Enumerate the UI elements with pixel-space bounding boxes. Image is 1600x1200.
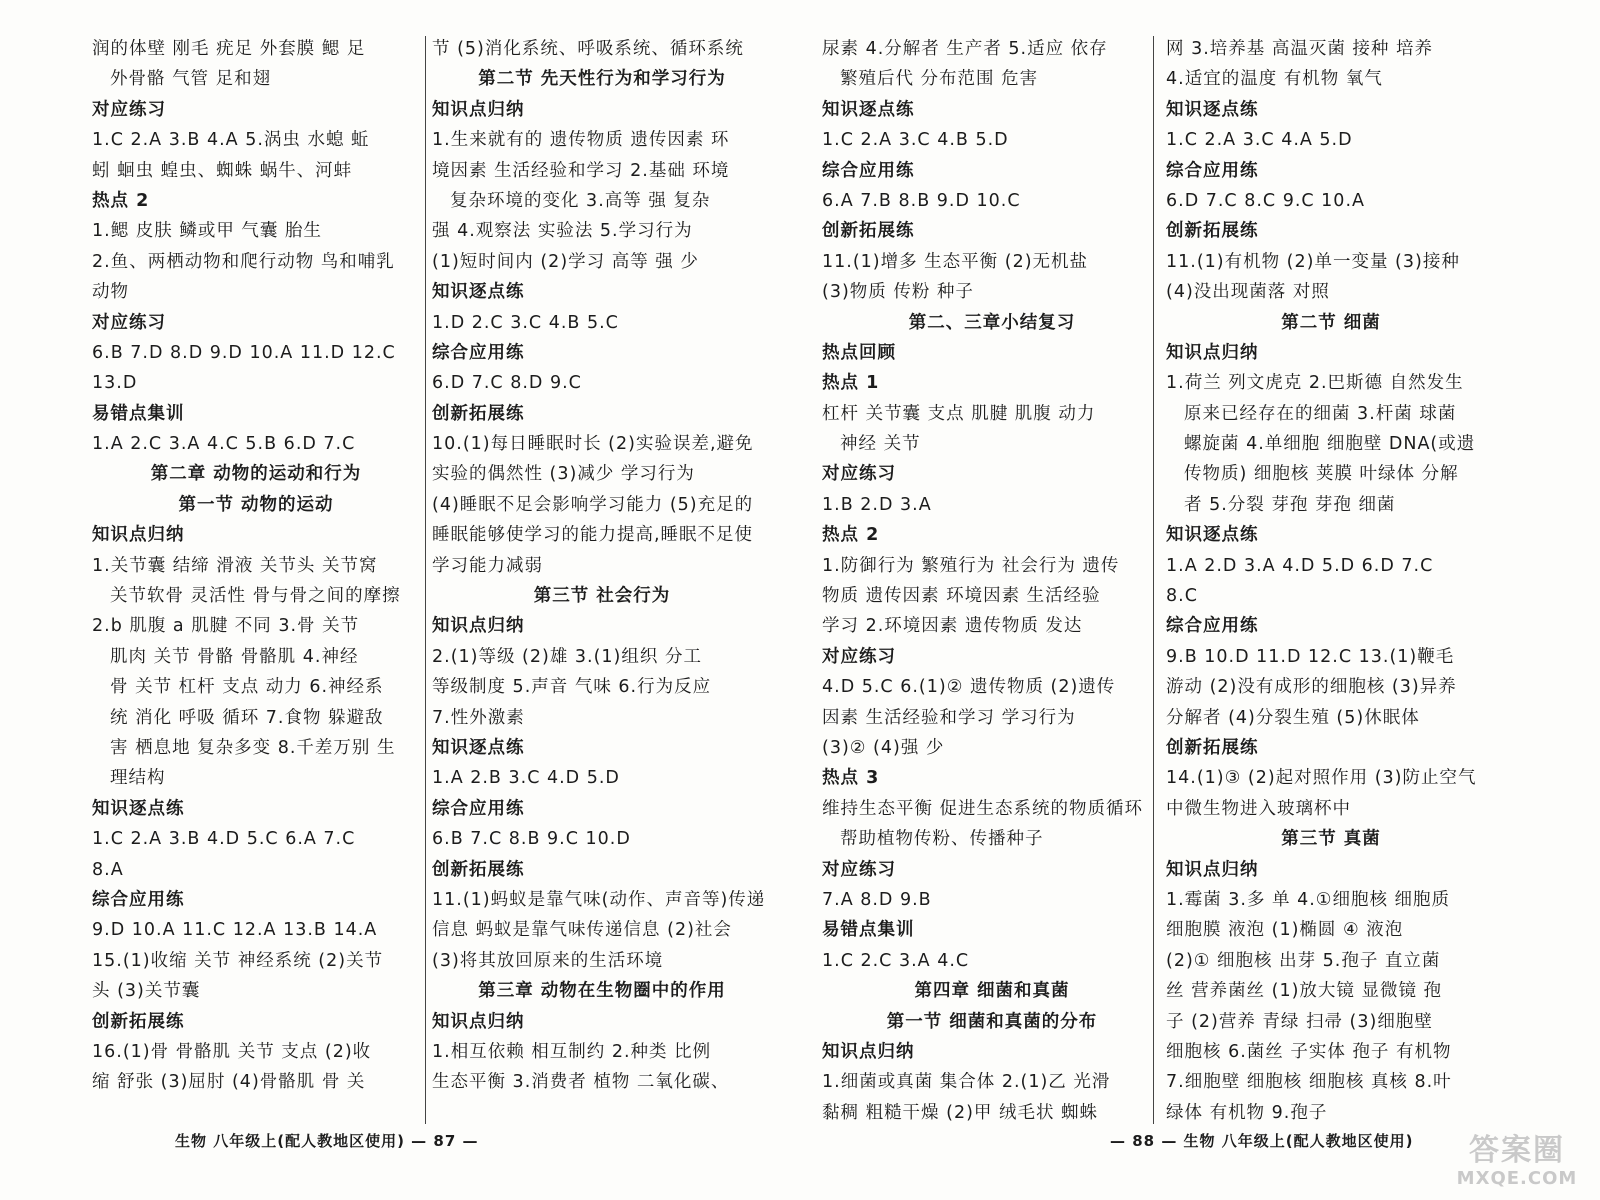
answer-line: 关节软骨 灵活性 骨与骨之间的摩擦 — [110, 586, 401, 607]
answer-line: 1.C 2.A 3.C 4.B 5.D — [822, 130, 1009, 151]
subsection-label: 对应练习 — [92, 99, 166, 120]
subsection-label: 热点 3 — [822, 768, 880, 789]
answer-line: 分解者 (4)分裂生殖 (5)休眠体 — [1166, 707, 1420, 728]
answer-line: (4)睡眠不足会影响学习能力 (5)充足的 — [432, 494, 754, 515]
subsection-label: 知识点归纳 — [92, 525, 185, 546]
subsection-label: 对应练习 — [92, 312, 166, 333]
answer-line: 润的体壁 刚毛 疣足 外套膜 鳃 足 — [92, 39, 366, 59]
subsection-label: 知识点归纳 — [822, 1041, 915, 1062]
answer-line: 节 (5)消化系统、呼吸系统、循环系统 — [432, 39, 744, 59]
answer-line: 11.(1)增多 生态平衡 (2)无机盐 — [822, 251, 1089, 272]
subsection-label: 综合应用练 — [1166, 616, 1259, 637]
answer-line: 6.D 7.C 8.D 9.C — [432, 373, 582, 394]
subsection-label: 知识点归纳 — [432, 99, 525, 120]
answer-line: 14.(1)③ (2)起对照作用 (3)防止空气 — [1166, 768, 1477, 789]
left-column-1 — [92, 34, 420, 1098]
answer-line: 子 (2)营养 青绿 扫帚 (3)细胞壁 — [1166, 1011, 1433, 1032]
subsection-label: 知识逐点练 — [1166, 525, 1259, 546]
subsection-label: 综合应用练 — [822, 160, 915, 181]
answer-line: 6.B 7.D 8.D 9.D 10.A 11.D 12.C — [92, 342, 396, 363]
answer-line: 1.生来就有的 遗传物质 遗传因素 环 — [432, 130, 730, 151]
subsection-label: 知识逐点练 — [432, 737, 525, 758]
answer-line: 强 4.观察法 实验法 5.学习行为 — [432, 221, 693, 242]
subsection-label: 知识点归纳 — [1166, 859, 1259, 880]
answer-line: 1.A 2.B 3.C 4.D 5.D — [432, 768, 620, 789]
answer-line: 7.细胞壁 细胞核 细胞核 真核 8.叶 — [1166, 1072, 1452, 1093]
answer-line: 帮助植物传粉、传播种子 — [840, 829, 1044, 850]
answer-line: 6.B 7.C 8.B 9.C 10.D — [432, 829, 631, 850]
subsection-label: 创新拓展练 — [822, 221, 915, 242]
column-divider — [1153, 36, 1154, 1124]
right-column-1 — [822, 34, 1162, 1128]
answer-line: 信息 蚂蚁是靠气味传递信息 (2)社会 — [432, 920, 732, 941]
right-column-2 — [1166, 34, 1496, 1128]
answer-line: (3)② (4)强 少 — [822, 737, 945, 758]
subsection-label: 创新拓展练 — [92, 1011, 185, 1032]
answer-line: 1.D 2.C 3.C 4.B 5.C — [432, 312, 619, 333]
subsection-label: 易错点集训 — [92, 403, 185, 424]
answer-line: 9.B 10.D 11.D 12.C 13.(1)鞭毛 — [1166, 646, 1455, 667]
watermark-url: MXQE.COM — [1456, 1168, 1578, 1189]
answer-line: 境因素 生活经验和学习 2.基础 环境 — [432, 160, 730, 181]
page-footer-88: — 88 — 生物 八年级上(配人教地区使用) — [1110, 1132, 1414, 1150]
page-footer-87: 生物 八年级上(配人教地区使用) — 87 — — [175, 1132, 479, 1150]
answer-line: 9.D 10.A 11.C 12.A 13.B 14.A — [92, 920, 378, 941]
subsection-label: 综合应用练 — [92, 889, 185, 910]
subsection-label: 热点 2 — [92, 190, 150, 211]
answer-line: 1.C 2.C 3.A 4.C — [822, 950, 970, 971]
subsection-label: 创新拓展练 — [1166, 737, 1259, 758]
answer-line: 1.霉菌 3.多 单 4.①细胞核 细胞质 — [1166, 889, 1451, 910]
subsection-label: 创新拓展练 — [432, 403, 525, 424]
subsection-label: 热点回顾 — [822, 342, 896, 363]
answer-line: 16.(1)骨 骨骼肌 关节 支点 (2)收 — [92, 1041, 372, 1062]
answer-line: 11.(1)有机物 (2)单一变量 (3)接种 — [1166, 251, 1460, 272]
subsection-label: 知识逐点练 — [432, 282, 525, 303]
answer-line: 者 5.分裂 芽孢 芽孢 细菌 — [1184, 494, 1396, 515]
subsection-label: 对应练习 — [822, 464, 896, 485]
answer-line: 蚓 蛔虫 蝗虫、蜘蛛 蜗牛、河蚌 — [92, 160, 353, 181]
answer-line: 1.防御行为 繁殖行为 社会行为 遗传 — [822, 555, 1120, 576]
answer-line: 6.D 7.C 8.C 9.C 10.A — [1166, 190, 1365, 211]
answer-line: 11.(1)蚂蚁是靠气味(动作、声音等)传递 — [432, 889, 766, 910]
answer-line: 1.A 2.D 3.A 4.D 5.D 6.D 7.C — [1166, 555, 1434, 576]
answer-line: 1.鳃 皮肤 鳞或甲 气囊 胎生 — [92, 221, 322, 242]
answer-line: 神经 关节 — [840, 434, 921, 455]
answer-line: 实验的偶然性 (3)减少 学习行为 — [432, 464, 695, 485]
answer-line: 2.(1)等级 (2)雄 3.(1)组织 分工 — [432, 646, 702, 667]
answer-line: 6.A 7.B 8.B 9.D 10.C — [822, 190, 1021, 211]
section-heading: 第二节 先天性行为和学习行为 — [478, 69, 726, 90]
subsection-label: 知识点归纳 — [432, 1011, 525, 1032]
answer-line: 骨 关节 杠杆 支点 动力 6.神经系 — [110, 677, 384, 698]
answer-line: (3)将其放回原来的生活环境 — [432, 950, 664, 971]
answer-line: 动物 — [92, 282, 129, 303]
answer-line: 1.C 2.A 3.C 4.A 5.D — [1166, 130, 1353, 151]
answer-line: 13.D — [92, 373, 138, 394]
answer-line: 学习能力减弱 — [432, 555, 543, 576]
answer-line: 繁殖后代 分布范围 危害 — [840, 69, 1039, 90]
answer-line: 1.细菌或真菌 集合体 2.(1)乙 光滑 — [822, 1072, 1111, 1093]
answer-line: 复杂环境的变化 3.高等 强 复杂 — [450, 190, 711, 211]
subsection-label: 综合应用练 — [432, 798, 525, 819]
answer-line: 等级制度 5.声音 气味 6.行为反应 — [432, 677, 712, 698]
subsection-label: 易错点集训 — [822, 920, 915, 941]
section-heading: 第二节 细菌 — [1281, 312, 1381, 333]
subsection-label: 创新拓展练 — [432, 859, 525, 880]
answer-line: 缩 舒张 (3)屈肘 (4)骨骼肌 骨 关 — [92, 1072, 366, 1093]
answer-line: 1.关节囊 结缔 滑液 关节头 关节窝 — [92, 555, 378, 576]
answer-line: 2.b 肌腹 a 肌腱 不同 3.骨 关节 — [92, 616, 360, 637]
subsection-label: 知识逐点练 — [1166, 99, 1259, 120]
answer-line: 1.C 2.A 3.B 4.D 5.C 6.A 7.C — [92, 829, 356, 850]
answer-line: 头 (3)关节囊 — [92, 981, 201, 1002]
answer-line: 丝 营养菌丝 (1)放大镜 显微镜 孢 — [1166, 981, 1443, 1002]
subsection-label: 知识点归纳 — [1166, 342, 1259, 363]
subsection-label: 知识逐点练 — [92, 798, 185, 819]
answer-line: 尿素 4.分解者 生产者 5.适应 依存 — [822, 39, 1108, 59]
answer-line: 中微生物进入玻璃杯中 — [1166, 798, 1351, 819]
subsection-label: 热点 1 — [822, 373, 880, 394]
section-heading: 第三节 社会行为 — [533, 586, 671, 607]
answer-line: 10.(1)每日睡眠时长 (2)实验误差,避免 — [432, 434, 754, 455]
answer-line: 杠杆 关节囊 支点 肌腱 肌腹 动力 — [822, 403, 1096, 424]
column-divider — [425, 36, 426, 1124]
subsection-label: 综合应用练 — [1166, 160, 1259, 181]
right-page — [810, 0, 1600, 1200]
answer-line: 外骨骼 气管 足和翅 — [110, 69, 272, 90]
answer-line: 2.鱼、两栖动物和爬行动物 鸟和哺乳 — [92, 251, 395, 272]
answer-line: 统 消化 呼吸 循环 7.食物 躲避敌 — [110, 707, 384, 728]
watermark-logo — [1452, 1134, 1582, 1194]
answer-line: 1.C 2.A 3.B 4.A 5.涡虫 水螅 蚯 — [92, 130, 370, 151]
answer-line: 肌肉 关节 骨骼 骨骼肌 4.神经 — [110, 646, 359, 667]
answer-line: (4)没出现菌落 对照 — [1166, 282, 1330, 303]
answer-line: 7.A 8.D 9.B — [822, 889, 932, 910]
section-heading: 第一节 细菌和真菌的分布 — [886, 1011, 1098, 1032]
watermark-logo-text: 答案圈 — [1469, 1133, 1565, 1168]
section-heading: 第三章 动物在生物圈中的作用 — [478, 981, 726, 1002]
section-heading: 第四章 细菌和真菌 — [914, 981, 1070, 1002]
answer-line: 害 栖息地 复杂多变 8.千差万别 生 — [110, 737, 396, 758]
answer-line: 4.适宜的温度 有机物 氧气 — [1166, 69, 1383, 90]
answer-line: 物质 遗传因素 环境因素 生活经验 — [822, 586, 1101, 607]
answer-line: 游动 (2)没有成形的细胞核 (3)异养 — [1166, 677, 1457, 698]
answer-line: 4.D 5.C 6.(1)② 遗传物质 (2)遗传 — [822, 677, 1116, 698]
answer-line: 细胞核 6.菌丝 子实体 孢子 有机物 — [1166, 1041, 1452, 1062]
subsection-label: 创新拓展练 — [1166, 221, 1259, 242]
subsection-label: 综合应用练 — [432, 342, 525, 363]
answer-line: 8.A — [92, 859, 124, 880]
subsection-label: 热点 2 — [822, 525, 880, 546]
section-heading: 第三节 真菌 — [1281, 829, 1381, 850]
answer-line: 1.A 2.C 3.A 4.C 5.B 6.D 7.C — [92, 434, 356, 455]
answer-line: 15.(1)收缩 关节 神经系统 (2)关节 — [92, 950, 384, 971]
answer-line: 黏稠 粗糙干燥 (2)甲 绒毛状 蜘蛛 — [822, 1102, 1099, 1123]
answer-line: 1.B 2.D 3.A — [822, 494, 932, 515]
answer-line: 绿体 有机物 9.孢子 — [1166, 1102, 1328, 1123]
answer-line: 因素 生活经验和学习 学习行为 — [822, 707, 1076, 728]
answer-line: 网 3.培养基 高温灭菌 接种 培养 — [1166, 39, 1433, 59]
answer-line: (2)① 细胞核 出芽 5.孢子 直立菌 — [1166, 950, 1441, 971]
answer-line: 原来已经存在的细菌 3.杆菌 球菌 — [1184, 403, 1457, 424]
subsection-label: 知识逐点练 — [822, 99, 915, 120]
answer-line: 学习 2.环境因素 遗传物质 发达 — [822, 616, 1083, 637]
answer-line: (3)物质 传粉 种子 — [822, 282, 974, 303]
subsection-label: 知识点归纳 — [432, 616, 525, 637]
answer-line: 细胞膜 液泡 (1)椭圆 ④ 液泡 — [1166, 920, 1404, 941]
left-column-2 — [432, 34, 772, 1098]
answer-line: 8.C — [1166, 586, 1198, 607]
subsection-label: 对应练习 — [822, 859, 896, 880]
answer-line: 理结构 — [110, 768, 166, 789]
answer-line: 7.性外激素 — [432, 707, 525, 728]
answer-line: 维持生态平衡 促进生态系统的物质循环 — [822, 798, 1144, 819]
answer-line: 螺旋菌 4.单细胞 细胞壁 DNA(或遗 — [1184, 434, 1476, 455]
section-heading: 第二章 动物的运动和行为 — [150, 464, 362, 485]
answer-line: 睡眠能够使学习的能力提高,睡眠不足使 — [432, 525, 754, 546]
answer-line: 生态平衡 3.消费者 植物 二氧化碳、 — [432, 1072, 730, 1093]
answer-line: 1.荷兰 列文虎克 2.巴斯德 自然发生 — [1166, 373, 1464, 394]
subsection-label: 对应练习 — [822, 646, 896, 667]
left-page — [0, 0, 790, 1200]
section-heading: 第二、三章小结复习 — [908, 312, 1076, 333]
answer-line: (1)短时间内 (2)学习 高等 强 少 — [432, 251, 699, 272]
answer-line: 1.相互依赖 相互制约 2.种类 比例 — [432, 1041, 712, 1062]
answer-line: 传物质) 细胞核 荚膜 叶绿体 分解 — [1184, 464, 1459, 485]
section-heading: 第一节 动物的运动 — [178, 494, 334, 515]
